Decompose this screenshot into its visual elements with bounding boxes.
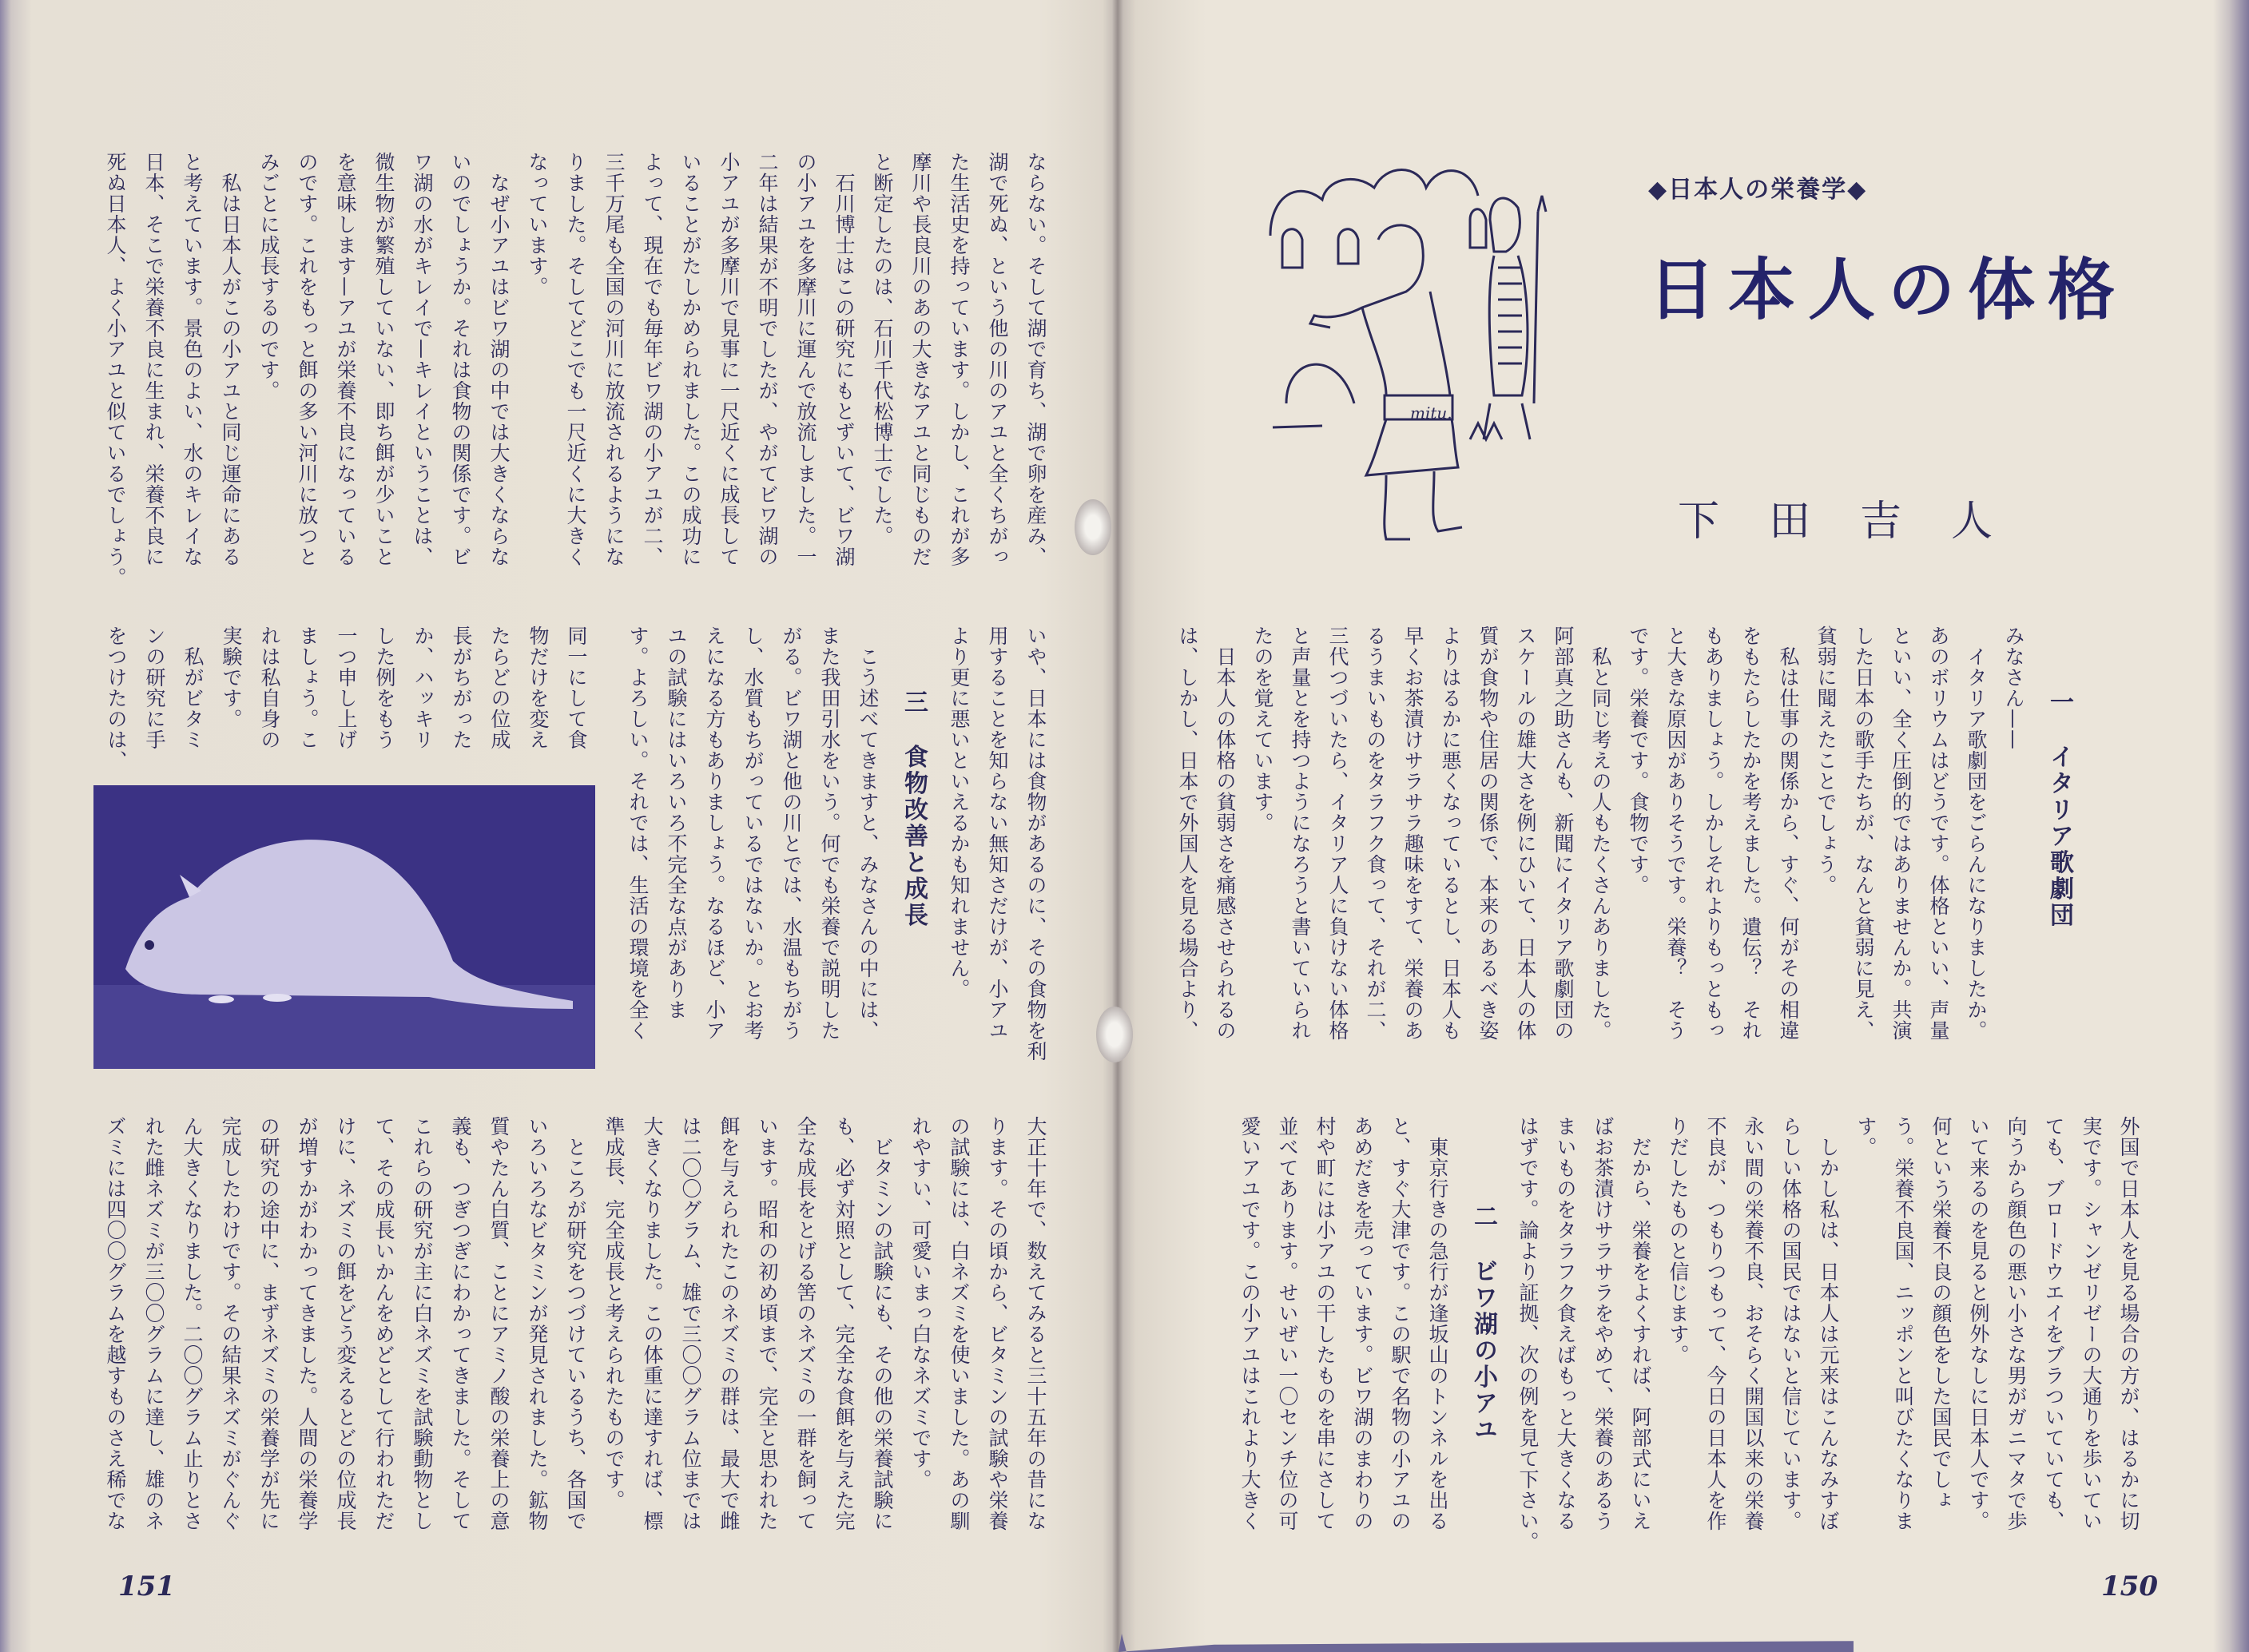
- text-column: 向うから顔色の悪い小さな男がガニマタで歩: [2005, 1116, 2028, 1531]
- article-title: 日本人の体格: [1648, 251, 2128, 329]
- text-column: りだしたものと信じます。: [1667, 1116, 1690, 1365]
- text-column: ビタミンの試験にも、その他の栄養試験に: [871, 1116, 894, 1531]
- text-column: た生活史を持っています。しかし、これが多: [948, 152, 971, 567]
- text-column: ワ湖の水がキレイで—キレイということは、: [411, 152, 434, 567]
- text-column: みなさん——: [2002, 625, 2025, 750]
- section-2-number: 二: [1469, 1204, 1497, 1230]
- text-column: です。栄養です。食物です。: [1627, 625, 1650, 895]
- section-3-title: 食物改善と成長: [900, 744, 928, 929]
- text-column: はずです。論より証拠、次の例を見て下さい。: [1516, 1116, 1540, 1552]
- text-column: ても、ブロードウエイをブラついていても、: [2042, 1116, 2065, 1531]
- text-column: 完成したわけです。その結果ネズミがぐんぐ: [219, 1116, 242, 1531]
- text-column: 実です。シャンゼリゼーの大通りを歩いてい: [2080, 1116, 2103, 1531]
- text-column: 摩川や長良川のあの大きなアユと同じものだ: [909, 152, 932, 567]
- binding-hole: [1096, 1007, 1133, 1062]
- text-column: 大正十年で、数えてみると三十五年の昔にな: [1024, 1116, 1047, 1531]
- text-column: りました。そしてどこでも一尺近くに大きく: [564, 152, 587, 567]
- text-column: しかし私は、日本人は元来はこんなみすぼ: [1817, 1116, 1840, 1531]
- page-number: 150: [2101, 1571, 2158, 1602]
- text-column: また我田引水をいう。何でも栄養で説明した: [818, 625, 841, 1041]
- author-name: 下田吉人: [1678, 498, 2043, 546]
- text-column: と断定したのは、石川千代松博士でした。: [871, 152, 894, 546]
- text-column: 阿部真之助さんも、新聞にイタリア歌劇団の: [1552, 625, 1575, 1041]
- section-3-block: [618, 625, 1055, 1081]
- left-page-151: [0, 0, 1119, 1652]
- text-column: 義も、つぎつぎにわかってきました。そして: [449, 1116, 472, 1531]
- text-column: をもたらしたかを考えました。遺伝？ それ: [1739, 625, 1762, 1041]
- text-column: 日本人の体格の貧弱さを痛感させられるの: [1214, 625, 1237, 1041]
- text-column: が増すかがわかってきました。人間の栄養学: [296, 1116, 319, 1531]
- text-column: も、必ず対照として、完全な食餌を与えた完: [832, 1116, 856, 1531]
- text-column: のです。これをもっと餌の多い河川に放つと: [296, 152, 319, 567]
- text-column: は二〇〇グラム、雄で三〇〇グラム位までは: [679, 1116, 702, 1531]
- section-3-number: 三: [900, 689, 928, 716]
- section-2-heading: [1456, 1116, 1509, 1571]
- text-column: ばお茶漬けサラサラをやめて、栄養のあるう: [1591, 1116, 1615, 1531]
- text-column: えになる方もありましょう。なるほど、小ア: [703, 625, 726, 1041]
- text-column: たのを覚えています。: [1251, 625, 1274, 833]
- text-column: いろいろなビタミンが発見されました。鉱物: [526, 1116, 549, 1531]
- text-column: し、水質もちがっているではないか。とお考: [741, 625, 765, 1041]
- text-column: の試験には、白ネズミを使いました。あの馴: [948, 1116, 971, 1531]
- text-column: 私がビタミ: [181, 625, 205, 750]
- text-column: 死ぬ日本人、よく小アユと似ているでしょう。: [104, 152, 127, 588]
- text-column: 実験です。: [220, 625, 243, 729]
- rat-image: [93, 785, 595, 1069]
- text-column: の研究の途中に、まずネズミの栄養学が先に: [257, 1116, 280, 1531]
- text-column: 貧弱に聞えたことでしょう。: [1814, 625, 1838, 895]
- binding-hole: [1075, 499, 1111, 555]
- text-column: ならない。そして湖で育ち、湖で卵を産み、: [1024, 152, 1047, 567]
- text-column: 外国で日本人を見る場合の方が、はるかに切: [2117, 1116, 2140, 1531]
- text-column: スケールの雄大さを例にひいて、日本人の体: [1514, 625, 1537, 1041]
- text-column: れやすい、可愛いまっ白なネズミです。: [909, 1116, 932, 1490]
- text-column: 愛いアユです。この小アユはこれより大きく: [1238, 1116, 1262, 1531]
- text-column: いのでしょうか。それは食物の関係です。ビ: [449, 152, 472, 567]
- text-column: 不良が、つもりつもって、今日の日本人を作: [1704, 1116, 1727, 1531]
- section-1-title: イタリア歌劇団: [2045, 744, 2073, 929]
- bottom-text-block: [96, 1116, 1055, 1571]
- text-column: なぜ小アユはビワ湖の中では大きくならな: [487, 152, 511, 567]
- text-column: 何という栄養不良の顔色をした国民でしょ: [1929, 1116, 1953, 1511]
- right-bottom-block: [1231, 1116, 2148, 1571]
- text-column: 餌を与えられたこのネズミの群は、最大で雌: [717, 1116, 741, 1531]
- text-column: 物だけを変え: [526, 625, 550, 750]
- text-column: といい、全く圧倒的ではありませんか。共演: [1889, 625, 1913, 1041]
- text-column: こう述べてきますと、みなさんの中には、: [856, 625, 880, 1041]
- text-column: るうまいものをタラフク食って、それが二、: [1364, 625, 1387, 1041]
- text-column: もありましょう。しかしそれよりもっともっ: [1702, 625, 1725, 1041]
- text-column: 東京行きの急行が逢坂山のトンネルを出る: [1426, 1116, 1449, 1531]
- section-2-title: ビワ湖の小アユ: [1469, 1258, 1497, 1444]
- text-column: か、ハッキリ: [411, 625, 435, 750]
- text-column: 湖で死ぬ、という他の川のアユと全くちがっ: [986, 152, 1009, 567]
- text-column: ります。その頃から、ビタミンの試験や栄養: [986, 1116, 1009, 1531]
- text-column: 二年は結果が不明でしたが、やがてビワ湖の: [756, 152, 779, 567]
- text-column: と考えています。景色のよい、水のキレイな: [181, 152, 204, 567]
- section-2-body: [1231, 1116, 1456, 1571]
- book-gutter: [1112, 0, 1123, 1652]
- text-column: れは私自身の: [258, 625, 281, 750]
- text-column: 同一にして食: [565, 625, 588, 750]
- section-3-lead: [940, 625, 1055, 1081]
- text-column: す。: [1854, 1116, 1877, 1158]
- text-column: 早くお茶漬けサラサラ趣味をすて、栄養のあ: [1401, 625, 1424, 1041]
- text-column: 小アユが多摩川で見事に一尺近くに成長して: [717, 152, 741, 567]
- text-column: 石川博士はこの研究にもとずいて、ビワ湖: [832, 152, 856, 567]
- text-column: ましょう。こ: [296, 625, 320, 750]
- section-3-heading: [887, 625, 940, 1081]
- text-column: した例をもう: [373, 625, 396, 750]
- white-rat-photo: [93, 785, 595, 1069]
- text-column: の小アユを多摩川に運んで放流しました。一: [794, 152, 817, 567]
- section-1-block: [1169, 625, 2085, 1081]
- text-column: ユの試験にはいろいろ不完全な点がありま: [665, 625, 688, 1020]
- text-column: いて来るのを見ると例外なしに日本人です。: [1967, 1116, 1990, 1531]
- text-column: ンの研究に手: [143, 625, 166, 750]
- section-1-body: [1169, 625, 2032, 1081]
- text-column: 三代つづいたら、イタリア人に負けない体格: [1326, 625, 1349, 1041]
- text-column: ズミには四〇〇グラムを越すものさえ稀でな: [104, 1116, 127, 1531]
- text-column: を意味します—アユが栄養不良になっている: [334, 152, 357, 567]
- text-column: いることがたしかめられました。この成功に: [679, 152, 702, 567]
- text-column: イタリア歌劇団をごらんになりましたか。: [1965, 625, 1988, 1041]
- right-bottom-lead: [1509, 1116, 2148, 1571]
- text-column: う。栄養不良国、ニッポンと叫びたくなりま: [1892, 1116, 1915, 1531]
- text-column: がる。ビワ湖と他の川とでは、水温もちがう: [780, 625, 803, 1041]
- side-text-block: [97, 625, 595, 781]
- page-number: 151: [118, 1571, 175, 1602]
- text-column: 私と同じ考えの人もたくさんありました。: [1589, 625, 1612, 1041]
- text-column: れた雌ネズミが三〇〇グラムに達し、雄のネ: [142, 1116, 165, 1531]
- text-column: 用することを知らない無知さだけが、小アユ: [986, 625, 1009, 1041]
- text-column: これらの研究が主に白ネズミを試験動物とし: [411, 1116, 434, 1531]
- series-label: ◆日本人の栄養学◆: [1648, 176, 1868, 204]
- text-column: よりはるかに悪くなっているとし、日本人も: [1439, 625, 1462, 1041]
- text-column: 私は仕事の関係から、すぐ、何がその相違: [1777, 625, 1800, 1041]
- text-column: と大きな原因がありそうです。栄養？ そう: [1664, 625, 1687, 1041]
- text-column: あめだきを売っています。ビワ湖のまわりの: [1351, 1116, 1374, 1531]
- text-column: をつけたのは、: [105, 625, 128, 771]
- text-column: 村や町には小アユの干したものを串にさして: [1313, 1116, 1337, 1531]
- text-column: 並べてあります。せいぜい一〇センチ位の可: [1276, 1116, 1299, 1531]
- text-column: 全な成長をとげる筈のネズミの一群を飼って: [794, 1116, 817, 1531]
- text-column: あのボリウムはどうです。体格といい、声量: [1927, 625, 1950, 1041]
- text-column: 準成長、完全成長と考えられたものです。: [602, 1116, 626, 1511]
- section-1-number: 一: [2045, 689, 2073, 716]
- text-column: 永い間の栄養不良、おそらく開国以来の栄養: [1742, 1116, 1765, 1531]
- text-column: 私は日本人がこの小アユと同じ運命にある: [219, 152, 242, 567]
- text-column: て、その成長いかんをめどとして行われただ: [372, 1116, 395, 1531]
- text-column: いや、日本には食物があるのに、その食物を利: [1024, 625, 1047, 1062]
- text-column: らしい体格の国民ではないと信じています。: [1779, 1116, 1802, 1531]
- section-3-body: [618, 625, 887, 1081]
- text-column: した日本の歌手たちが、なんと貧弱に見え、: [1852, 625, 1875, 1041]
- illustration-signature: mitu.: [1410, 403, 1452, 423]
- text-column: と声量とを持つようになろうと書いていられ: [1289, 625, 1312, 1041]
- text-column: は、しかし、日本で外国人を見る場合より、: [1176, 625, 1199, 1041]
- text-column: 長がちがった: [450, 625, 473, 750]
- text-column: だから、栄養をよくすれば、阿部式にいえ: [1629, 1116, 1652, 1531]
- text-column: と、すぐ大津です。この駅で名物の小アユの: [1389, 1116, 1412, 1531]
- text-column: けに、ネズミの餌をどう変えるとどの位成長: [334, 1116, 357, 1531]
- text-column: います。昭和の初め頃まで、完全と思われた: [756, 1116, 779, 1531]
- text-column: 一つ申し上げ: [335, 625, 358, 750]
- section-1-heading: [2032, 625, 2085, 1081]
- text-column: なっています。: [526, 152, 549, 297]
- top-text-block: [96, 152, 1055, 607]
- text-column: より更に悪いといえるかも知れません。: [948, 625, 971, 999]
- text-column: たらどの位成: [488, 625, 511, 750]
- text-column: 質やたん白質、ことにアミノ酸の栄養上の意: [487, 1116, 511, 1531]
- text-column: 質が食物や住居の関係で、本来のあるべき姿: [1476, 625, 1500, 1041]
- text-column: ところが研究をつづけているうち、各国で: [564, 1116, 587, 1531]
- text-column: 大きくなりました。この体重に達すれば、標: [641, 1116, 664, 1531]
- text-column: みごとに成長するのです。: [257, 152, 280, 401]
- text-column: 微生物が繁殖していない、即ち餌が少いこと: [372, 152, 395, 567]
- text-column: す。よろしい。それでは、生活の環境を全く: [626, 625, 650, 1041]
- text-column: 三千万尾も全国の河川に放流されるようにな: [602, 152, 626, 567]
- text-column: まいものをタラフク食えばもっと大きくなる: [1554, 1116, 1577, 1531]
- opera-illustration: [1266, 164, 1602, 547]
- text-column: 日本、そこで栄養不良に生まれ、栄養不良に: [142, 152, 165, 567]
- text-column: ん大きくなりました。二〇〇グラム止りとさ: [181, 1116, 204, 1531]
- text-column: よって、現在でも毎年ビワ湖の小アユが二、: [641, 152, 664, 567]
